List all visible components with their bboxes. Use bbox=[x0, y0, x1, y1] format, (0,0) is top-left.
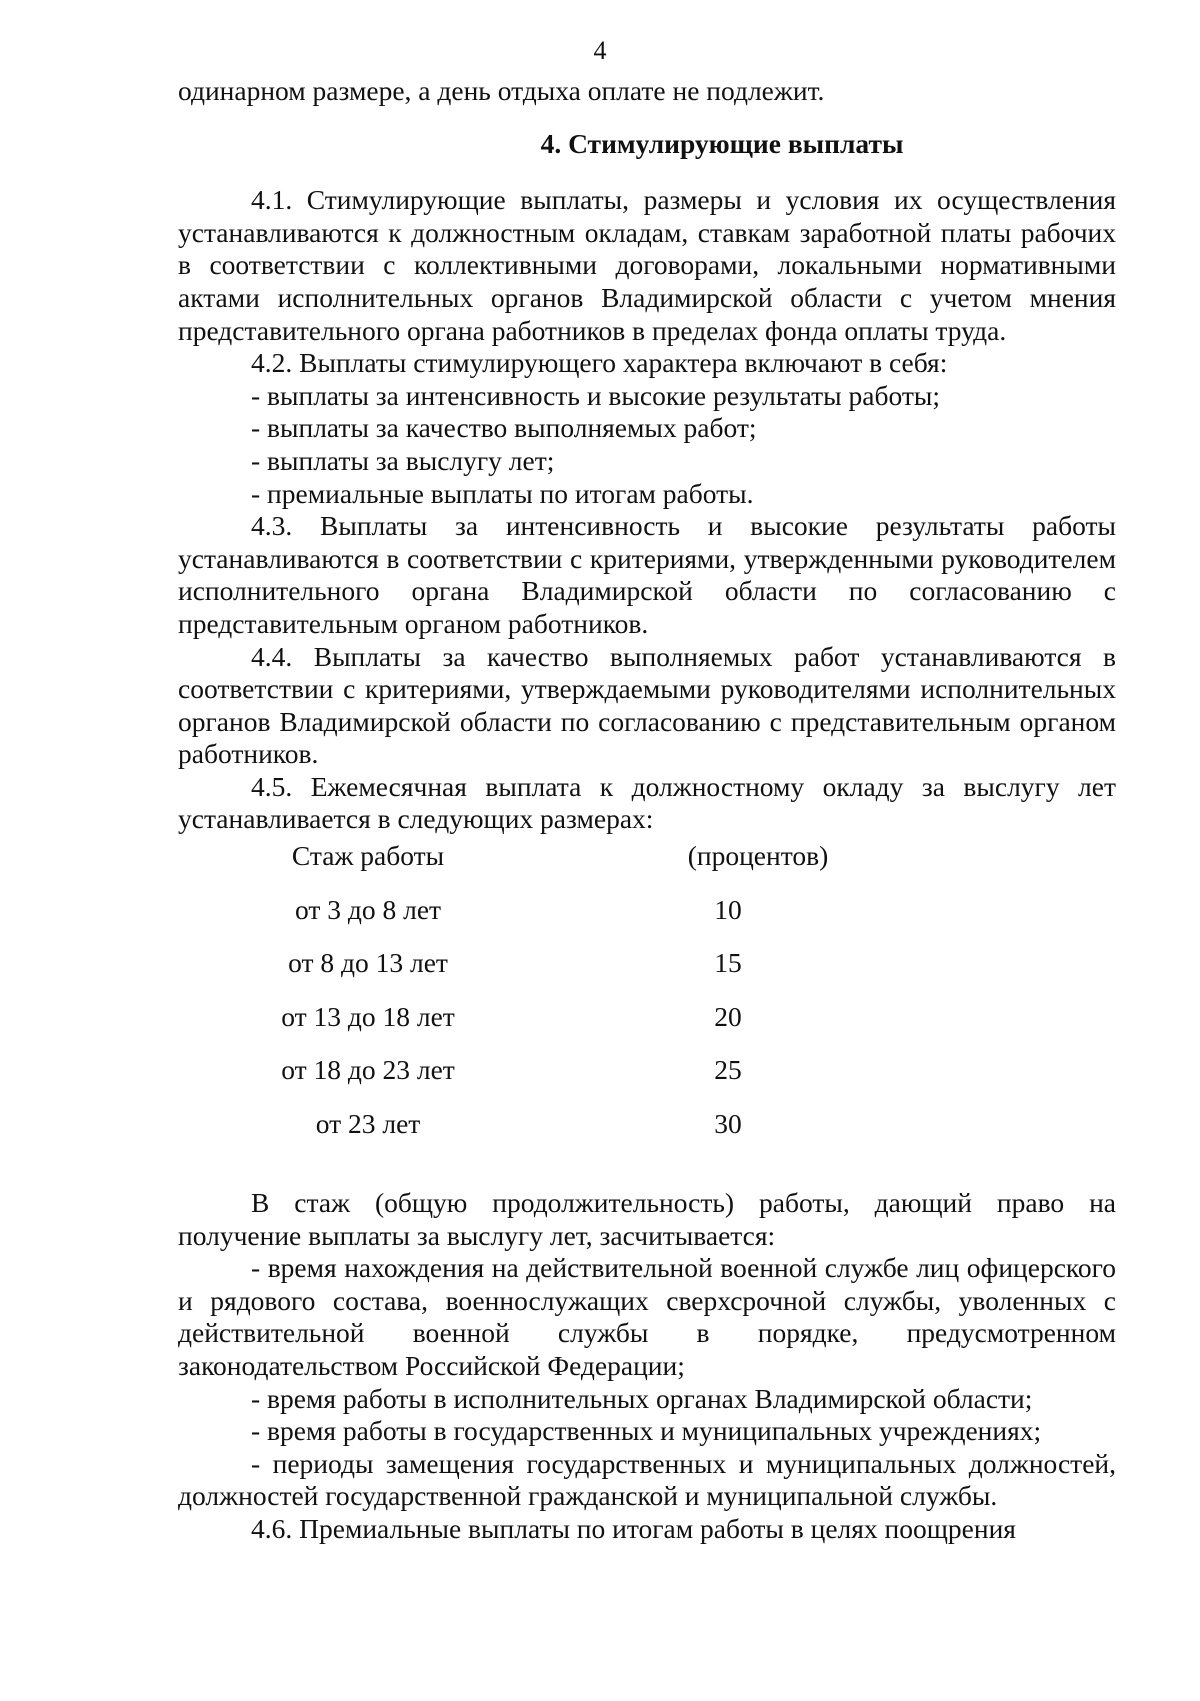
table-cell-percent: 15 bbox=[714, 947, 742, 979]
table-row bbox=[178, 947, 938, 1001]
list-item: - время нахождения на действительной военной службе лиц офицерского и рядового состава, военнослужащих сверхсрочной службы, уволенных с действительной военной службы в порядке, предусмотренном законодательством Российской Федерации; bbox=[178, 1252, 1116, 1382]
seniority-table bbox=[178, 840, 938, 1161]
table-row bbox=[178, 1054, 938, 1108]
table-cell-percent: 10 bbox=[714, 893, 742, 925]
list-item: - время работы в государственных и муниципальных учреждениях; bbox=[251, 1415, 1042, 1447]
table-cell-period: от 18 до 23 лет bbox=[281, 1054, 455, 1086]
table-cell-period: от 13 до 18 лет bbox=[281, 1000, 455, 1032]
section-heading: 4. Стимулирующие выплаты bbox=[540, 127, 904, 159]
paragraph-4-4: 4.4. Выплаты за качество выполняемых работ устанавливаются в соответствии с критериями, утверждаемыми руководителями исполнительных органов Владимирской области по согласованию с представительным органом работников. bbox=[178, 640, 1116, 770]
document-body bbox=[178, 75, 1116, 1546]
paragraph-4-6: 4.6. Премиальные выплаты по итогам работы в целях поощрения bbox=[251, 1513, 1016, 1544]
table-cell-percent: 25 bbox=[714, 1054, 742, 1086]
paragraph-4-5: 4.5. Ежемесячная выплата к должностному окладу за выслугу лет устанавливается в следующих размерах: bbox=[178, 770, 1116, 835]
list-item: - выплаты за выслугу лет; bbox=[251, 444, 555, 476]
page-number: 4 bbox=[593, 36, 607, 65]
table-cell-percent: 30 bbox=[714, 1107, 742, 1139]
table-cell-period: от 23 лет bbox=[315, 1107, 421, 1139]
table-header-row bbox=[178, 840, 938, 894]
paragraph-4-2: 4.2. Выплаты стимулирующего характера включают в себя: bbox=[251, 347, 948, 379]
paragraph-4-1: 4.1. Стимулирующие выплаты, размеры и условия их осуществления устанавливаются к должностным окладам, ставкам заработной платы рабочих в соответствии с коллективными договорами, локальными нормативными актами исполнительных органов Владимирской области с учетом мнения представительного органа работников в пределах фонда оплаты труда. bbox=[178, 184, 1116, 346]
list-item: - премиальные выплаты по итогам работы. bbox=[251, 477, 754, 509]
table-cell-percent: 20 bbox=[714, 1000, 742, 1032]
table-row bbox=[178, 1108, 938, 1162]
list-item: - выплаты за качество выполняемых работ; bbox=[251, 412, 757, 444]
list-item: - выплаты за интенсивность и высокие результаты работы; bbox=[251, 379, 941, 411]
list-item: - периоды замещения государственных и муниципальных должностей, должностей государственной гражданской и муниципальной службы. bbox=[178, 1447, 1116, 1512]
list-item: - время работы в исполнительных органах Владимирской области; bbox=[251, 1382, 1033, 1414]
table-row bbox=[178, 894, 938, 948]
table-cell-period: от 3 до 8 лет bbox=[294, 893, 442, 925]
carry-over-line: одинарном размере, а день отдыха оплате не подлежит. bbox=[178, 75, 825, 106]
paragraph-4-3: 4.3. Выплаты за интенсивность и высокие результаты работы устанавливаются в соответствии с критериями, утвержденными руководителем исполнительного органа Владимирской области по согласованию с представительным органом работников. bbox=[178, 510, 1116, 639]
table-row bbox=[178, 1001, 938, 1055]
table-header-period: Стаж работы bbox=[291, 840, 445, 872]
table-cell-period: от 8 до 13 лет bbox=[288, 947, 448, 979]
paragraph-stazh: В стаж (общую продолжительность) работы, дающий право на получение выплаты за выслугу лет, засчитывается: bbox=[178, 1187, 1116, 1251]
table-header-percent: (процентов) bbox=[687, 840, 829, 872]
